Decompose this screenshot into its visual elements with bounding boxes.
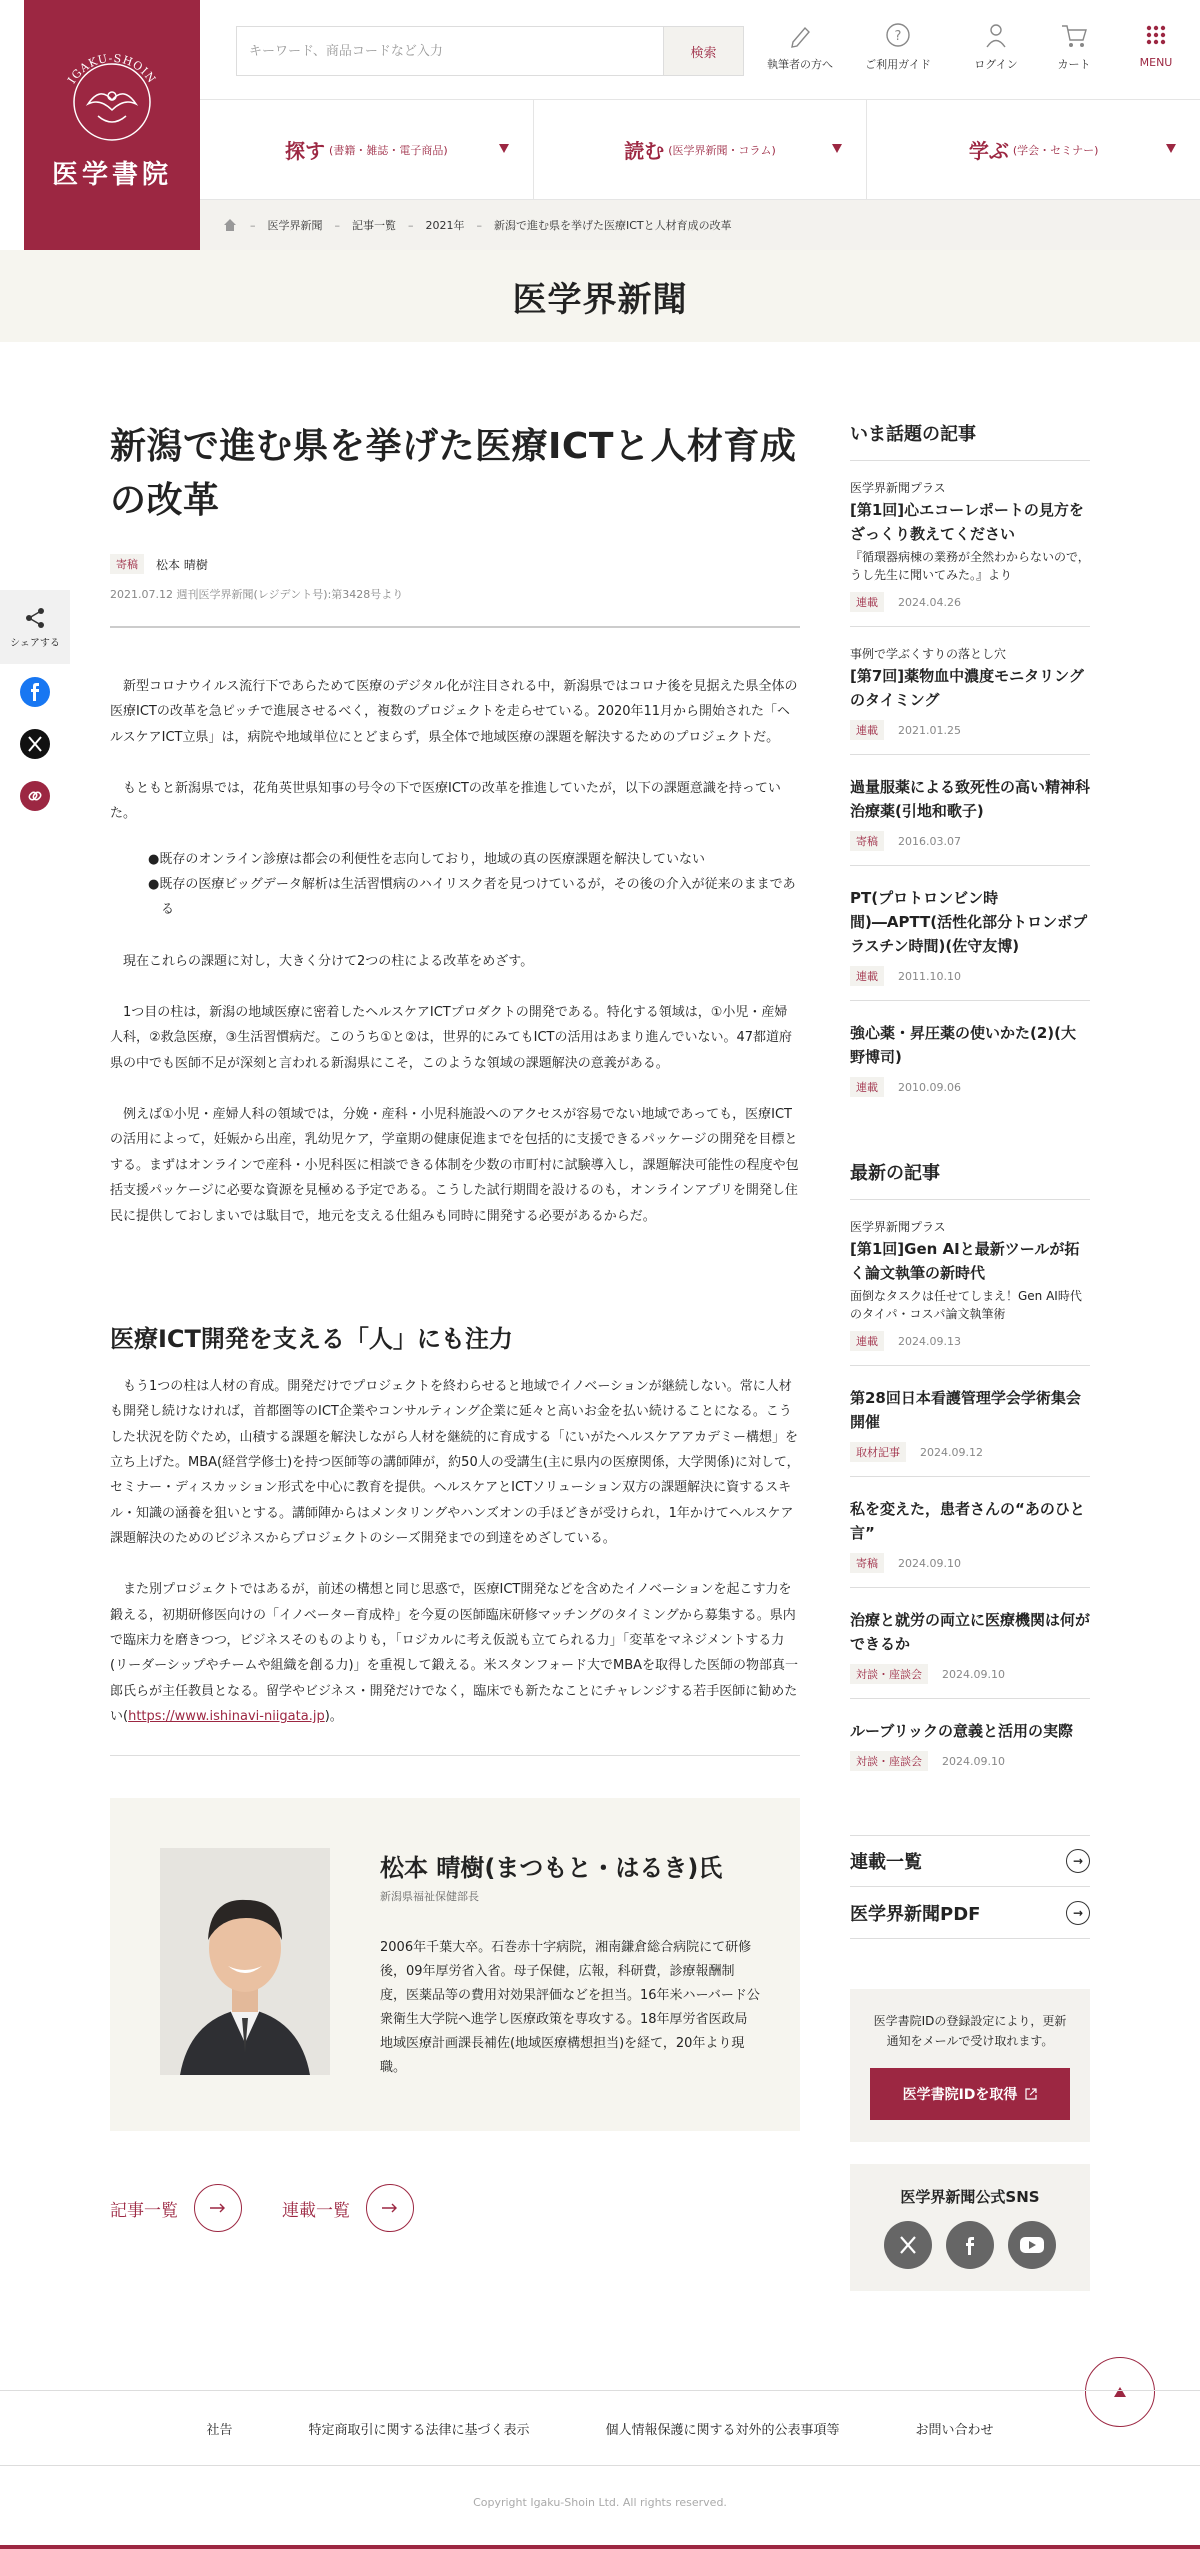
caret-down-icon [499, 144, 509, 153]
issue-list [148, 847, 800, 923]
list-item: ● 既存のオンライン診療は都会の利便性を志向しており，地域の真の医療課題を解決していない [148, 847, 800, 872]
popular-article[interactable]: 強心薬・昇圧薬の使いかた(2)(大野博司) 連載 2010.09.06 [850, 1001, 1090, 1111]
caret-down-icon [832, 144, 842, 153]
latest-article[interactable]: ルーブリックの意義と活用の実際 対談・座談会 2024.09.10 [850, 1699, 1090, 1785]
article-title: 新潟で進む県を挙げた医療ICTと人材育成の改革 [110, 426, 797, 521]
latest-heading: 最新の記事 [850, 1159, 1090, 1200]
article-paragraph: また別プロジェクトではあるが，前述の構想と同じ思惑で，医療ICT開発などを含めたイノベーションを起こす力を鍛える，初期研修医向けの「イノベーター育成枠」を今夏の医師臨床研修マッチングのタイミングから募集する。県内で臨床力を磨きつつ，ビジネスそのものよりも，「ロジカルに考え仮説も立てられる力」「変革をマネジメントする力(リーダーシップやチームや組織を創る力)」を重視して鍛える。米スタンフォード大でMBAを取得した医師の物部真一郎氏らが主任教員となる。留学やビジネス・開発だけでなく，臨床でも新たなことにチャレンジする若手医師に勧めたい(https://www.ishinavi-niigata.jp)。 [110, 1582, 799, 1724]
article-paragraph: 1つ目の柱は，新潟の地域医療に密着したヘルスケアICTプロダクトの開発である。特化する領域は，①小児・産婦人科，②救急医療，③生活習慣病だ。このうち①と②は，世界的にみてもICTの活用はあまり進んでいない。47都道府県の中でも医師不足が深刻と言われる新潟県にこそ，このような領域の課題解決の意義がある。 [110, 1005, 793, 1071]
footer-link[interactable]: 社告 [206, 2422, 233, 2438]
facebook-icon[interactable] [946, 2221, 994, 2269]
search-box [236, 26, 744, 76]
user-icon [981, 20, 1011, 50]
section-heading: 医療ICT開発を支える「人」にも注力 [110, 1324, 513, 1353]
author-photo [160, 1848, 330, 2075]
copyright: Copyright Igaku-Shoin Ltd. All rights reserved. [473, 2496, 727, 2509]
divider [110, 1755, 800, 1756]
home-icon[interactable] [222, 217, 238, 233]
igaku-shoin-emblem [54, 44, 170, 146]
arrow-right-icon [366, 2184, 414, 2232]
section-title-band [0, 250, 1200, 342]
category-badge: 連載 [850, 966, 884, 986]
login-link[interactable]: ログイン [956, 20, 1036, 72]
category-badge: 連載 [850, 592, 884, 612]
help-icon [883, 20, 913, 50]
nav-search[interactable]: 探す (書籍・雑誌・電子商品) [200, 100, 534, 199]
article-paragraph: もともと新潟県では，花角英世県知事の号令の下で医療ICTの改革を推進していたが，以下の課題意識を持っていた。 [110, 781, 781, 822]
popular-heading: いま話題の記事 [850, 420, 1090, 461]
sidebar [850, 420, 1090, 2291]
category-badge: 対談・座談会 [850, 1751, 928, 1771]
nav-read[interactable]: 読む (医学界新聞・コラム) [534, 100, 868, 199]
logo-wordmark: 医学書院 [51, 160, 172, 190]
nav-learn[interactable]: 学ぶ (学会・セミナー) [867, 100, 1200, 199]
for-authors-link[interactable]: 執筆者の方へ [760, 20, 840, 72]
article-paragraph: 新型コロナウイルス流行下であらためて医療のデジタル化が注目される中，新潟県ではコロナ後を見据えた県全体の医療ICTの改革を急ピッチで進展させるべく，複数のプロジェクトを走らせている。2020年11月から開始された「ヘルスケアICT立県」は，病院や地域単位にとどまらず，県全体で地域医療の課題を解決するためのプロジェクトだ。 [110, 679, 798, 745]
breadcrumb-item[interactable]: 記事一覧 [352, 219, 396, 232]
series-list-link[interactable]: 連載一覧 [282, 2184, 414, 2232]
global-nav [200, 100, 1200, 200]
author-title: 新潟県福祉保健部長 [380, 1890, 479, 1903]
youtube-icon[interactable] [1008, 2221, 1056, 2269]
search-button[interactable]: 検索 [663, 27, 743, 75]
search-input[interactable] [237, 27, 663, 75]
popular-article[interactable]: PT(プロトロンビン時間)―APTT(活性化部分トロンボプラスチン時間)(佐守友博) 連載 2011.10.10 [850, 866, 1090, 1001]
id-signup-box: 医学書院IDの登録設定により，更新通知をメールで受け取れます。 医学書院IDを取得 [850, 1989, 1090, 2142]
arrow-right-icon: → [1066, 1849, 1090, 1873]
category-badge: 寄稿 [110, 554, 144, 574]
footer-link[interactable]: 特定商取引に関する法律に基づく表示 [308, 2422, 530, 2438]
author-name: 松本 晴樹(まつもと・はるき)氏 [380, 1854, 723, 1882]
footer-nav [0, 2390, 1200, 2466]
category-badge: 取材記事 [850, 1442, 906, 1462]
article [110, 420, 800, 1756]
category-badge: 対談・座談会 [850, 1664, 928, 1684]
category-badge: 連載 [850, 1077, 884, 1097]
external-link-icon [1025, 2088, 1037, 2100]
footer-bar [0, 2545, 1200, 2549]
category-badge: 連載 [850, 1331, 884, 1351]
sns-box: 医学界新聞公式SNS [850, 2164, 1090, 2291]
footer-link[interactable]: 個人情報保護に関する対外的公表事項等 [605, 2422, 840, 2438]
divider [110, 626, 800, 628]
menu-grid-icon [1141, 20, 1171, 50]
popular-article[interactable]: 過量服薬による致死性の高い精神科治療薬(引地和歌子) 寄稿 2016.03.07 [850, 755, 1090, 866]
bottom-links [110, 2184, 414, 2232]
arrow-right-icon: → [1066, 1901, 1090, 1925]
header-top [200, 0, 1200, 100]
x-twitter-icon[interactable] [19, 728, 51, 760]
latest-article[interactable]: 医学界新聞プラス [第1回]Gen AIと最新ツールが拓く論文執筆の新時代 面倒なタスクは任せてしまえ！Gen AI時代のタイパ・コスパ論文執筆術 連載 2024.09.13 [850, 1200, 1090, 1366]
breadcrumb-item[interactable]: 医学界新聞 [267, 219, 323, 232]
menu-button[interactable]: MENU [1116, 20, 1196, 69]
guide-link[interactable]: ? ご利用ガイド [858, 20, 938, 72]
facebook-icon[interactable] [19, 676, 51, 708]
share-icon [23, 606, 47, 630]
article-paragraph: 現在これらの課題に対し，大きく分けて2つの柱による改革をめざす。 [123, 953, 534, 969]
get-id-button[interactable]: 医学書院IDを取得 [870, 2068, 1070, 2120]
caret-down-icon [1166, 144, 1176, 153]
article-date: 2021.07.12 週刊医学界新聞(レジデント号):第3428号より [110, 588, 404, 601]
copy-link-icon[interactable] [19, 780, 51, 812]
latest-article[interactable]: 治療と就労の両立に医療機関は何ができるか 対談・座談会 2024.09.10 [850, 1588, 1090, 1699]
article-meta [110, 554, 800, 574]
site-logo[interactable] [24, 0, 200, 250]
list-item: ● 既存の医療ビッグデータ解析は生活習慣病のハイリスク者を見つけているが，その後の介入が従来のままである [148, 872, 800, 923]
breadcrumb-current: 新潟で進む県を挙げた医療ICTと人材育成の改革 [494, 219, 732, 232]
svg-text:IGAKU-SHOIN: IGAKU-SHOIN [65, 51, 159, 86]
article-list-link[interactable]: 記事一覧 [110, 2184, 242, 2232]
popular-article[interactable]: 事例で学ぶくすりの落とし穴 [第7回]薬物血中濃度モニタリングのタイミング 連載 2021.01.25 [850, 627, 1090, 755]
category-badge: 連載 [850, 720, 884, 740]
arrow-right-icon [194, 2184, 242, 2232]
popular-article[interactable]: 医学界新聞プラス [第1回]心エコーレポートの見方をざっくり教えてください 『循環器病棟の業務が全然わからないので，うし先生に聞いてみた。』より 連載 2024.04.26 [850, 461, 1090, 627]
latest-article[interactable]: 私を変えた，患者さんの“あのひと言” 寄稿 2024.09.10 [850, 1477, 1090, 1588]
cart-link[interactable]: カート [1034, 20, 1114, 72]
sns-icons [870, 2221, 1070, 2269]
series-list-link[interactable]: 連載一覧 → [850, 1835, 1090, 1887]
article-paragraph: 例えば①小児・産婦人科の領域では，分娩・産科・小児科施設へのアクセスが容易でない地域であっても，医療ICTの活用によって，妊娠から出産，乳幼児ケア，学童期の健康促進までを包括的に支援できるパッケージの開発を目標とする。まずはオンラインで産科・小児科医に相談できる体制を少数の市町村に試験導入し，課題解決可能性の程度や包括支援パッケージに必要な資源を見極める予定である。こうした試行期間を設けるのも，オンラインアプリを開発し住民に提供しておしまいでは駄目で，地元を支える仕組みも同時に開発する必要があるからだ。 [110, 1107, 799, 1224]
author-bio: 2006年千葉大卒。石巻赤十字病院，湘南鎌倉総合病院にて研修後，09年厚労省入省。母子保健，広報，科研費，診療報酬制度，医薬品等の費用対効果評価などを担当。16年米ハーバード公衆衛生大学院へ進学し医療政策を専攻する。18年厚労省医政局地域医療計画課長補佐(地域医療構想担当)を経て，20年より現職。 [380, 1940, 760, 2076]
breadcrumb: – 医学界新聞 – 記事一覧 – 2021年 – 新潟で進む県を挙げた医療ICTと人材育成の改革 [200, 200, 1200, 250]
footer-link[interactable]: お問い合わせ [915, 2422, 994, 2438]
author-profile [110, 1798, 800, 2131]
article-paragraph: もう1つの柱は人材の育成。開発だけでプロジェクトを終わらせると地域でイノベーションが継続しない。常に人材も開発し続けなければ，首都圏等のICT企業やコンサルティング企業に延々と高いお金を払い続けることになる。こうした状況を防ぐため，山積する課題を解決しながら人材を継続的に育成する「にいがたヘルスケアアカデミー構想」を立ち上げた。MBA(経営学修士)を持つ医師等の講師陣が，約50人の受講生(主に県内の医療関係，大学関係)に対して，セミナー・ディスカッション形式を中心に教育を提供。ヘルスケアとICTソリューション双方の課題解決に資するスキル・知識の涵養を狙いとする。講師陣からはメンタリングやハンズオンの手ほどきが受けられ，1年かけてヘルスケア課題解決のためのビジネスからプロジェクトのシーズ開発までの到達をめざしている。 [110, 1378, 800, 1546]
category-badge: 寄稿 [850, 831, 884, 851]
cart-icon [1059, 20, 1089, 50]
newspaper-pdf-link[interactable]: 医学界新聞PDF → [850, 1887, 1090, 1939]
page-title: 医学界新聞 [512, 279, 688, 320]
share-bar [0, 590, 70, 824]
svg-text:?: ? [894, 29, 902, 44]
latest-article[interactable]: 第28回日本看護管理学会学術集会開催 取材記事 2024.09.12 [850, 1366, 1090, 1477]
breadcrumb-item[interactable]: 2021年 [425, 219, 465, 232]
share-header: シェアする [0, 590, 70, 664]
x-twitter-icon[interactable] [884, 2221, 932, 2269]
article-author: 松本 晴樹 [156, 557, 208, 572]
external-link[interactable]: https://www.ishinavi-niigata.jp [128, 1708, 325, 1724]
share-list [0, 664, 70, 824]
category-badge: 寄稿 [850, 1553, 884, 1573]
pen-icon [785, 20, 815, 50]
